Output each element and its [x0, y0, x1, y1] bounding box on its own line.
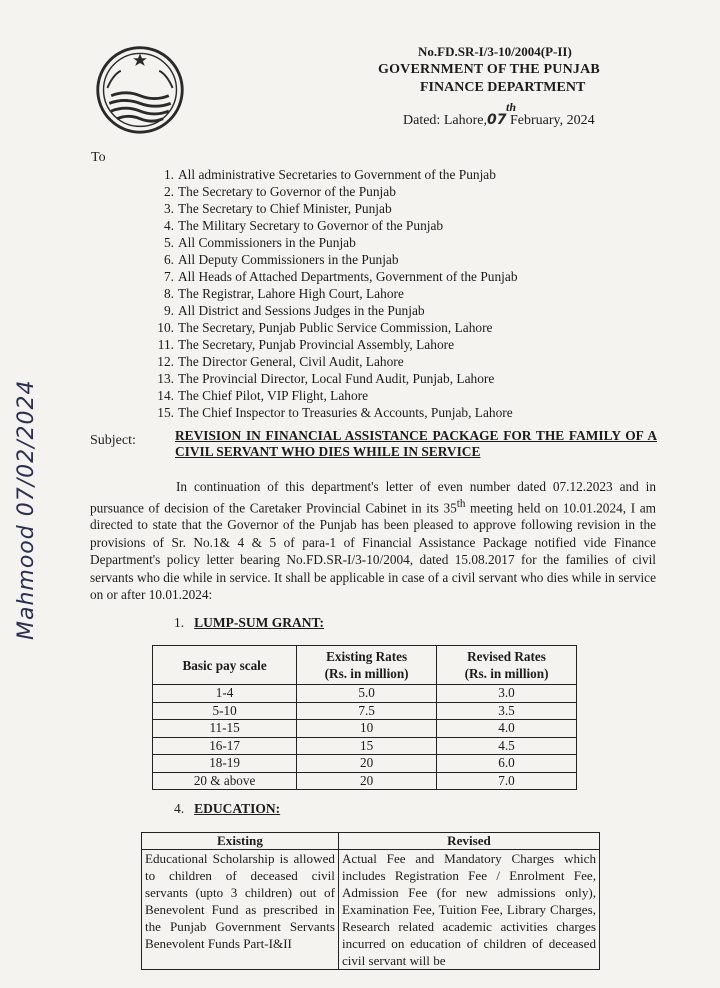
recipient-item: 13. The Provincial Director, Local Fund Audit, Punjab, Lahore [157, 371, 495, 386]
table-row: 18-19 20 6.0 [153, 755, 577, 773]
table-row: 20 & above 20 7.0 [153, 772, 577, 790]
recipient-item: 7. All Heads of Attached Departments, Government of the Punjab [163, 269, 518, 284]
table-header-row [142, 833, 600, 850]
subject-label: Subject: [90, 433, 136, 448]
header-revised-rates: Revised Rates (Rs. in million) [437, 646, 577, 685]
recipient-list [152, 166, 518, 421]
recipient-item: 14. The Chief Pilot, VIP Flight, Lahore [157, 388, 369, 403]
table-row: 5-10 7.5 3.5 [153, 702, 577, 720]
header-existing: Existing [142, 833, 339, 850]
table-row: 16-17 15 4.5 [153, 737, 577, 755]
recipient-item: 5. All Commissioners in the Punjab [163, 235, 356, 250]
table-row: 1-4 5.0 3.0 [153, 685, 577, 703]
body-paragraph: In continuation of this department's letter of even number dated 07.12.2023 and in pursuance of decision of the Caretaker Provincial Cabinet in its 35th meeting held on 10.01.2024, I am directed to state that the Governor of the Punjab has been pleased to approve following revision in the provisions of Sr. No.1& 4 & 5 of para-1 of Financial Assistance Package notified vide Finance Department's policy letter bearing No.FD.SR-I/3-10/2004, dated 15.08.2017 for the families of civil servants who die while in service. It shall be applicable in case of a civil servant who dies while in service on or after 10.01.2024: [90, 479, 656, 603]
recipient-item: 6. All Deputy Commissioners in the Punjab [163, 252, 399, 267]
lump-sum-heading: 1. LUMP-SUM GRANT: [174, 615, 324, 630]
recipient-item: 3. The Secretary to Chief Minister, Punjab [163, 201, 392, 216]
header-basic-pay-scale: Basic pay scale [153, 646, 297, 685]
punjab-government-emblem-icon [92, 40, 188, 136]
recipient-item: 1. All administrative Secretaries to Government of the Punjab [163, 167, 496, 182]
date-prefix: Dated: Lahore, [403, 113, 487, 128]
recipient-item: 4. The Military Secretary to Governor of the Punjab [163, 218, 444, 233]
table-row [142, 850, 600, 970]
to-label: To [91, 150, 106, 165]
subject-text: REVISION IN FINANCIAL ASSISTANCE PACKAGE FOR THE FAMILY OF A CIVIL SERVANT WHO DIES WHILE IN SERVICE [175, 428, 657, 459]
existing-provision: Educational Scholarship is allowed to children of deceased civil servants (upto 3 children) out of Benevolent Fund as prescribed in the Punjab Government Servants Benevolent Funds Part-I&II [142, 850, 339, 970]
table-header-row [153, 646, 577, 685]
table-row: 11-15 10 4.0 [153, 720, 577, 738]
handwritten-margin-note: Mahmood 07/02/2024 [14, 379, 39, 640]
date-line [403, 100, 595, 129]
reference-number: No.FD.SR-I/3-10/2004(P-II) [418, 44, 572, 59]
recipient-item: 8. The Registrar, Lahore High Court, Lahore [163, 286, 404, 301]
recipient-item: 10. The Secretary, Punjab Public Service Commission, Lahore [157, 320, 493, 335]
header-revised: Revised [338, 833, 599, 850]
recipient-item: 15. The Chief Inspector to Treasuries & Accounts, Punjab, Lahore [157, 405, 513, 420]
government-name: GOVERNMENT OF THE PUNJAB [378, 62, 600, 77]
date-month-year: February, 2024 [509, 113, 595, 128]
lump-sum-table [152, 645, 577, 790]
date-day-handwritten: 07 [486, 112, 507, 128]
date-day-suffix: th [506, 100, 517, 114]
recipient-item: 9. All District and Sessions Judges in the Punjab [163, 303, 425, 318]
revised-provision: Actual Fee and Mandatory Charges which includes Registration Fee / Enrolment Fee, Admission Fee (for new admissions only), Examination Fee, Tuition Fee, Library Charges, Research related academic activities charges incurred on education of children of deceased civil servant will be [338, 850, 599, 970]
recipient-item: 12. The Director General, Civil Audit, Lahore [157, 354, 404, 369]
education-heading: 4. EDUCATION: [174, 801, 281, 816]
department-name: FINANCE DEPARTMENT [420, 80, 586, 95]
recipient-item: 2. The Secretary to Governor of the Punjab [163, 184, 396, 199]
education-table [141, 832, 600, 970]
header-existing-rates: Existing Rates (Rs. in million) [297, 646, 437, 685]
recipient-item: 11. The Secretary, Punjab Provincial Assembly, Lahore [157, 337, 455, 352]
